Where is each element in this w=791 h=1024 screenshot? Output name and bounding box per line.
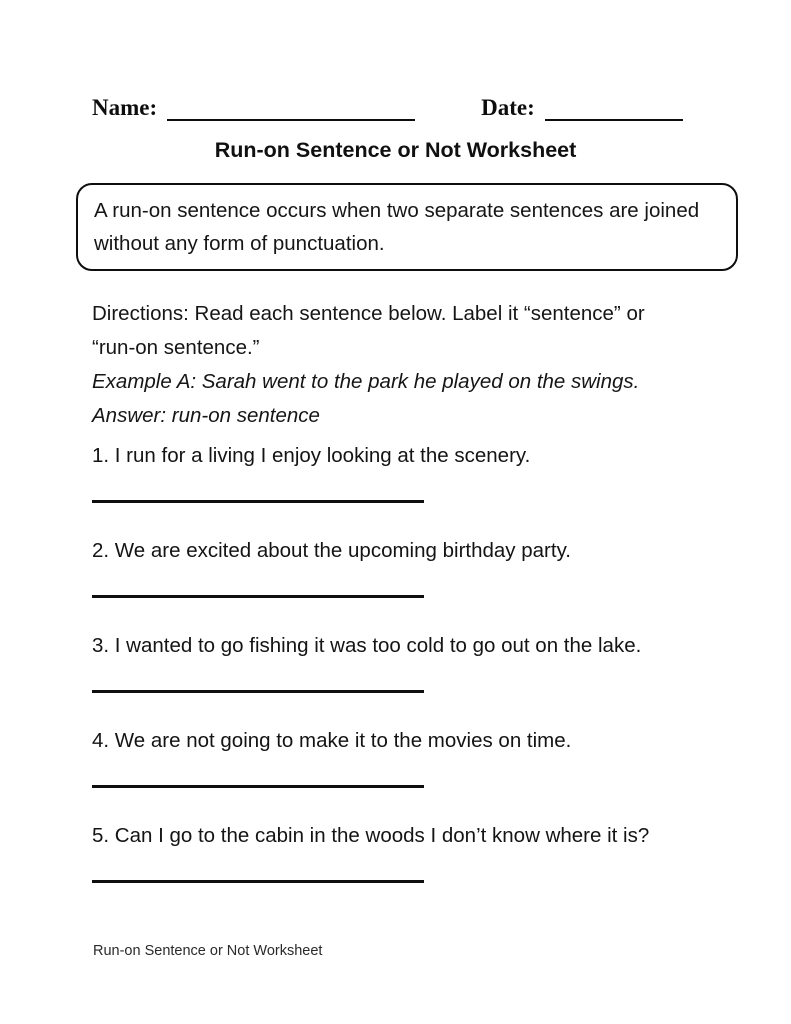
answer-blank-line — [92, 785, 424, 788]
instructions-block — [92, 297, 692, 433]
question-2 — [92, 537, 737, 598]
answer-text: Answer: run-on sentence — [92, 404, 320, 427]
date-label: Date: — [481, 95, 535, 120]
answer-blank-line — [92, 690, 424, 693]
question-5 — [92, 822, 737, 883]
definition-text: A run-on sentence occurs when two separate sentences are joined without any form of punctuation. — [94, 199, 700, 255]
date-field — [481, 95, 683, 121]
name-blank-line — [167, 95, 415, 121]
question-3 — [92, 632, 737, 693]
question-text: 2. We are excited about the upcoming birthday party. — [92, 539, 571, 562]
questions-list — [92, 442, 737, 883]
question-text: 4. We are not going to make it to the movies on time. — [92, 729, 572, 752]
definition-box — [76, 183, 738, 271]
question-text: 5. Can I go to the cabin in the woods I don’t know where it is? — [92, 824, 650, 847]
question-text: 1. I run for a living I enjoy looking at the scenery. — [92, 444, 531, 467]
footer-text: Run-on Sentence or Not Worksheet — [93, 943, 323, 959]
directions-text: Directions: Read each sentence below. Label it “sentence” or “run-on sentence.” — [92, 302, 645, 359]
header-row — [92, 95, 737, 121]
name-field — [92, 95, 415, 121]
date-blank-line — [545, 95, 683, 121]
answer-blank-line — [92, 500, 424, 503]
question-text: 3. I wanted to go fishing it was too cold to go out on the lake. — [92, 634, 642, 657]
answer-blank-line — [92, 595, 424, 598]
example-text: Example A: Sarah went to the park he played on the swings. — [92, 370, 640, 393]
name-label: Name: — [92, 95, 158, 120]
question-4 — [92, 727, 737, 788]
answer-blank-line — [92, 880, 424, 883]
worksheet-title: Run-on Sentence or Not Worksheet — [214, 138, 577, 162]
question-1 — [92, 442, 737, 503]
